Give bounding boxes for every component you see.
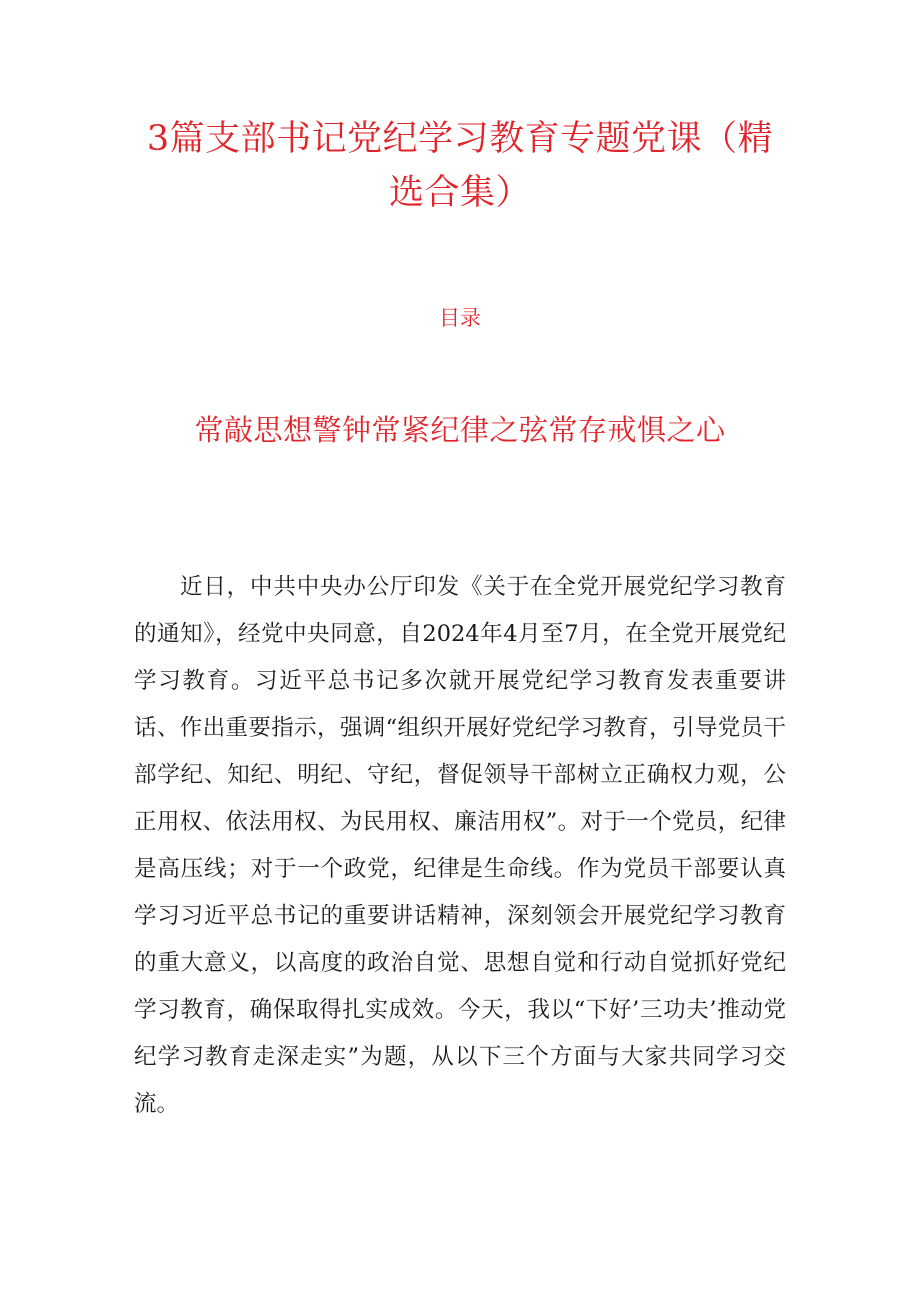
section-title: 常敲思想警钟常紧纪律之弦常存戒惧之心 <box>194 413 726 447</box>
table-of-contents-heading: 目录 <box>439 306 481 330</box>
body-paragraph: 近日，中共中央办公厅印发《关于在全党开展党纪学习教育的通知》，经党中央同意，自2024年4月至7月，在全党开展党纪学习教育。习近平总书记多次就开展党纪学习教育发表重要讲话、作出重要指示，强调“组织开展好党纪学习教育，引导党员干部学纪、知纪、明纪、守纪，督促领导干部树立正确权力观，公正用权、依法用权、为民用权、廉洁用权”。对于一个党员，纪律是高压线；对于一个政党，纪律是生命线。作为党员干部要认真学习习近平总书记的重要讲话精神，深刻领会开展党纪学习教育的重大意义，以高度的政治自觉、思想自觉和行动自觉抓好党纪学习教育，确保取得扎实成效。今天，我以“下好’三功夫’推动党纪学习教育走深走实”为题，从以下三个方面与大家共同学习交流。 <box>134 574 786 1117</box>
document-title: 3篇支部书记党纪学习教育专题党课（精选合集） <box>146 119 774 213</box>
